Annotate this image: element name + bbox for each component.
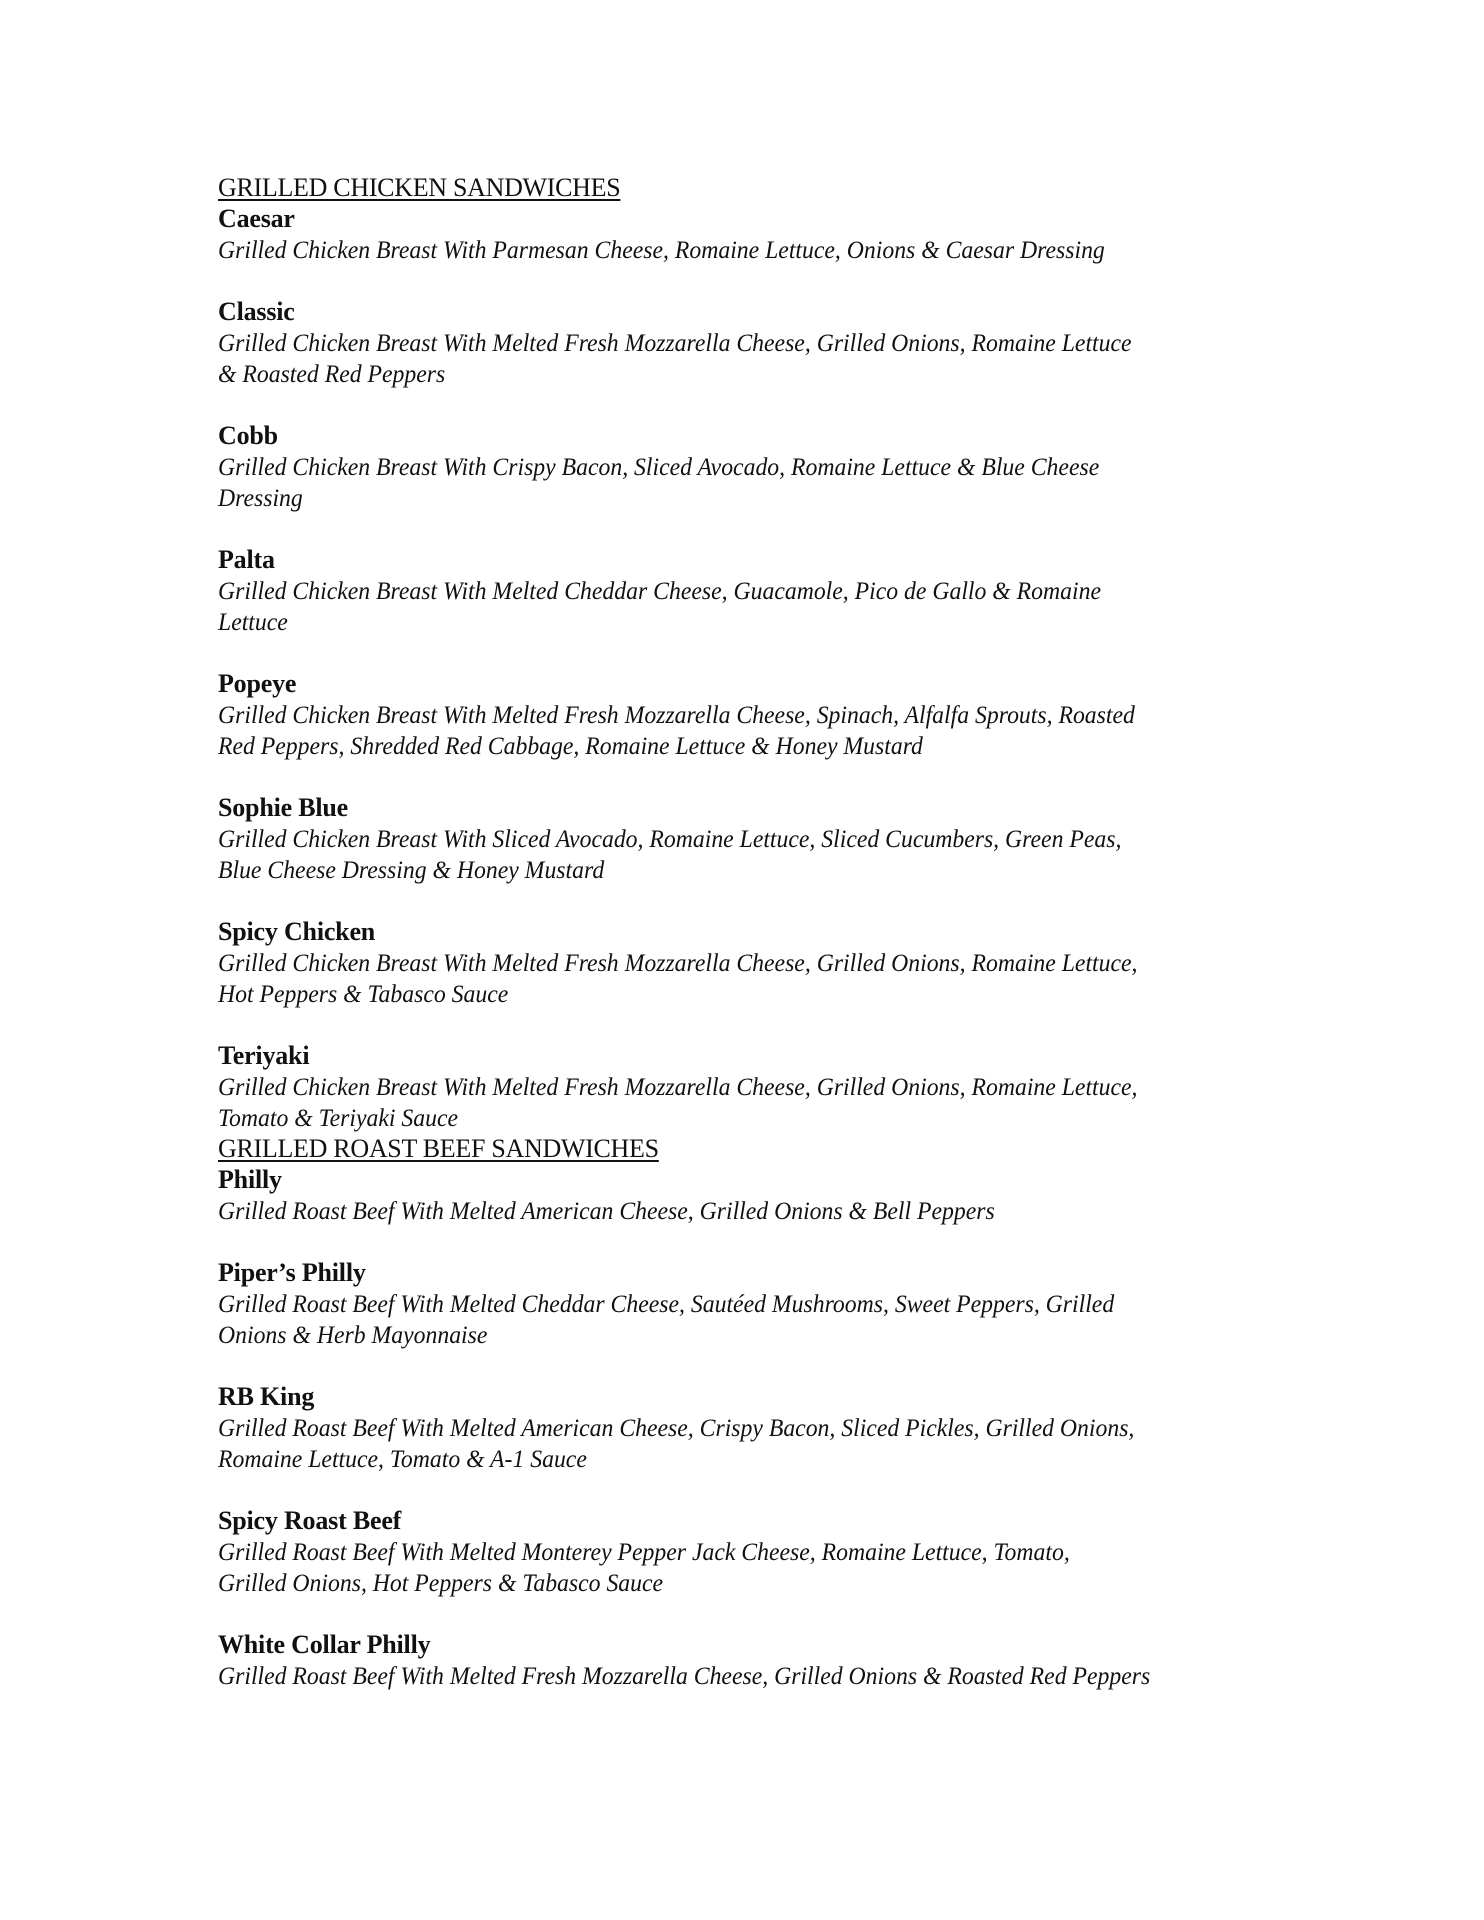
item-name: Spicy Roast Beef xyxy=(218,1506,402,1535)
description-line: Grilled Chicken Breast With Parmesan Cheese, Romaine Lettuce, Onions & Caesar Dressing xyxy=(218,235,1105,264)
description-line: Grilled Chicken Breast With Melted Fresh Mozzarella Cheese, Grilled Onions, Romaine Lettuce, xyxy=(218,948,1138,977)
description-line: Grilled Chicken Breast With Sliced Avocado, Romaine Lettuce, Sliced Cucumbers, Green Peas, xyxy=(218,824,1122,853)
menu-page xyxy=(218,172,1318,1722)
menu-item xyxy=(218,1381,1318,1474)
item-name: Philly xyxy=(218,1165,282,1194)
menu-item xyxy=(218,420,1318,513)
description-line: & Roasted Red Peppers xyxy=(218,359,446,388)
item-description xyxy=(218,234,1318,265)
description-line: Grilled Roast Beef With Melted Monterey Pepper Jack Cheese, Romaine Lettuce, Tomato, xyxy=(218,1537,1070,1566)
menu-item xyxy=(218,203,1318,265)
menu-item xyxy=(218,544,1318,637)
description-line: Grilled Chicken Breast With Melted Fresh Mozzarella Cheese, Grilled Onions, Romaine Lettuce, xyxy=(218,1072,1138,1101)
item-name: Spicy Chicken xyxy=(218,917,376,946)
menu-section xyxy=(218,1133,1318,1691)
item-name: Palta xyxy=(218,545,275,574)
item-name: Cobb xyxy=(218,421,278,450)
menu-item xyxy=(218,296,1318,389)
menu-item xyxy=(218,1040,1318,1133)
item-name: Teriyaki xyxy=(218,1041,310,1070)
description-line: Grilled Chicken Breast With Crispy Bacon, Sliced Avocado, Romaine Lettuce & Blue Cheese xyxy=(218,452,1100,481)
description-line: Romaine Lettuce, Tomato & A-1 Sauce xyxy=(218,1444,587,1473)
item-description xyxy=(218,1536,1318,1598)
description-line: Red Peppers, Shredded Red Cabbage, Romaine Lettuce & Honey Mustard xyxy=(218,731,923,760)
item-description xyxy=(218,327,1318,389)
item-name: Popeye xyxy=(218,669,297,698)
menu-item xyxy=(218,668,1318,761)
menu-item xyxy=(218,1164,1318,1226)
item-description xyxy=(218,947,1318,1009)
description-line: Grilled Chicken Breast With Melted Fresh Mozzarella Cheese, Grilled Onions, Romaine Lettuce xyxy=(218,328,1132,357)
description-line: Grilled Roast Beef With Melted Fresh Mozzarella Cheese, Grilled Onions & Roasted Red Peppers xyxy=(218,1661,1151,1690)
description-line: Tomato & Teriyaki Sauce xyxy=(218,1103,459,1132)
description-line: Grilled Chicken Breast With Melted Cheddar Cheese, Guacamole, Pico de Gallo & Romaine xyxy=(218,576,1101,605)
description-line: Grilled Chicken Breast With Melted Fresh Mozzarella Cheese, Spinach, Alfalfa Sprouts, Roasted xyxy=(218,700,1135,729)
item-description xyxy=(218,1412,1318,1474)
description-line: Grilled Roast Beef With Melted American Cheese, Grilled Onions & Bell Peppers xyxy=(218,1196,995,1225)
description-line: Blue Cheese Dressing & Honey Mustard xyxy=(218,855,605,884)
item-description xyxy=(218,1071,1318,1133)
description-line: Grilled Roast Beef With Melted Cheddar Cheese, Sautéed Mushrooms, Sweet Peppers, Grilled xyxy=(218,1289,1115,1318)
menu-item xyxy=(218,1505,1318,1598)
item-description xyxy=(218,1660,1318,1691)
item-description xyxy=(218,451,1318,513)
section-title: GRILLED CHICKEN SANDWICHES xyxy=(218,173,621,202)
description-line: Dressing xyxy=(218,483,303,512)
description-line: Lettuce xyxy=(218,607,288,636)
description-line: Hot Peppers & Tabasco Sauce xyxy=(218,979,509,1008)
description-line: Onions & Herb Mayonnaise xyxy=(218,1320,488,1349)
item-name: Piper’s Philly xyxy=(218,1258,366,1287)
item-description xyxy=(218,575,1318,637)
item-description xyxy=(218,699,1318,761)
description-line: Grilled Roast Beef With Melted American Cheese, Crispy Bacon, Sliced Pickles, Grilled Onions, xyxy=(218,1413,1135,1442)
item-name: Classic xyxy=(218,297,295,326)
section-title: GRILLED ROAST BEEF SANDWICHES xyxy=(218,1134,659,1163)
item-description xyxy=(218,1288,1318,1350)
menu-section xyxy=(218,172,1318,1133)
item-name: RB King xyxy=(218,1382,315,1411)
item-name: Sophie Blue xyxy=(218,793,349,822)
item-name: Caesar xyxy=(218,204,295,233)
item-name: White Collar Philly xyxy=(218,1630,431,1659)
menu-item xyxy=(218,1257,1318,1350)
menu-item xyxy=(218,1629,1318,1691)
description-line: Grilled Onions, Hot Peppers & Tabasco Sauce xyxy=(218,1568,664,1597)
menu-item xyxy=(218,916,1318,1009)
menu-item xyxy=(218,792,1318,885)
item-description xyxy=(218,1195,1318,1226)
item-description xyxy=(218,823,1318,885)
